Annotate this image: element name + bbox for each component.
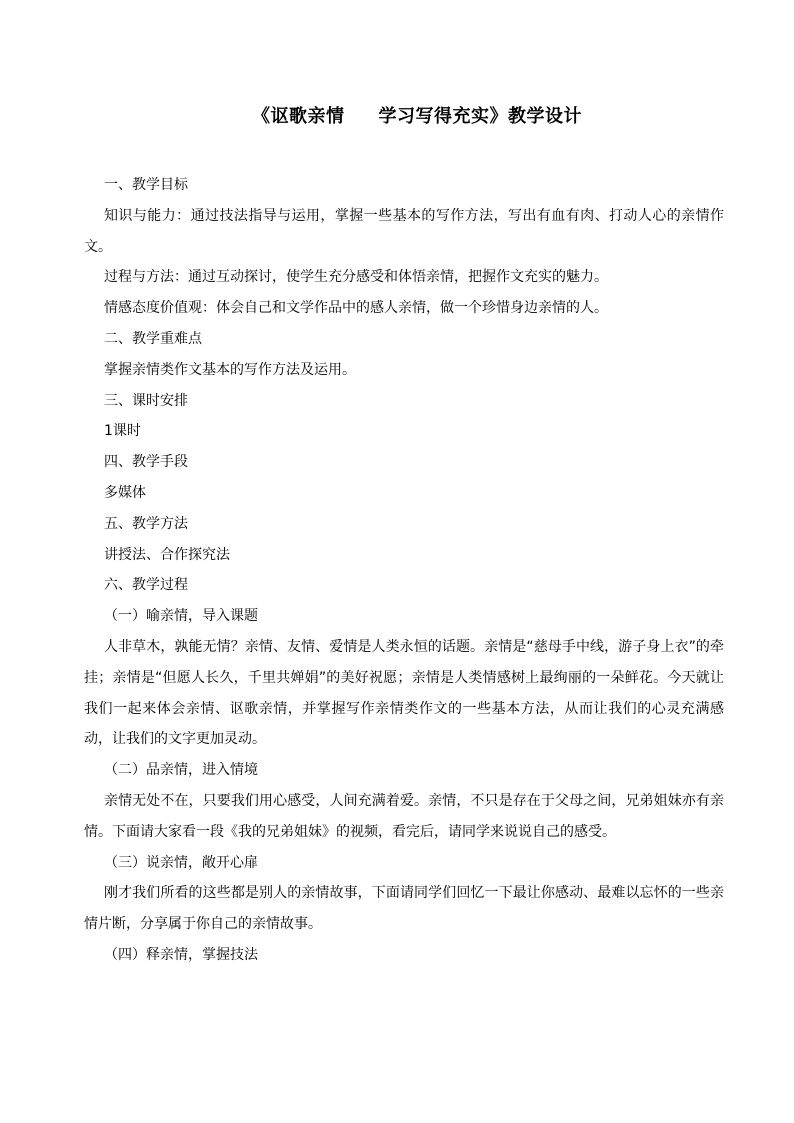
heading-class-hours: 三、课时安排	[104, 392, 188, 409]
teaching-means-text: 多媒体	[104, 484, 146, 501]
goal-knowledge-ability: 知识与能力：通过技法指导与运用，掌握一些基本的写作方法，写出有血有肉、打动人心的亲情作文。	[84, 207, 724, 255]
step-3-text: 刚才我们所看的这些都是别人的亲情故事，下面请同学们回忆一下最让你感动、最难以忘怀的一些亲情片断，分享属于你自己的亲情故事。	[84, 885, 724, 933]
heading-teaching-goals: 一、教学目标	[104, 177, 188, 193]
step-2-text: 亲情无处不在，只要我们用心感受，人间充满着爱。亲情，不只是存在于父母之间，兄弟姐妹亦有亲情。下面请大家看一段《我的兄弟姐妹》的视频，看完后，请同学来说说自己的感受。	[84, 792, 724, 840]
subheading-step-2: （二）品亲情，进入情境	[104, 762, 258, 779]
key-difficulties-text: 掌握亲情类作文基本的写作方法及运用。	[104, 361, 356, 378]
step-1-text: 人非草木，孰能无情？亲情、友情、爱情是人类永恒的话题。亲情是“慈母手中线，游子身上衣”的牵挂；亲情是“但愿人长久，千里共婵娟”的美好祝愿；亲情是人类情感树上最绚丽的一朵鲜花。今天就让我们一起来体会亲情、讴歌亲情，并掌握写作亲情类作文的一些基本方法，从而让我们的心灵充满感动，让我们的文字更加灵动。	[84, 638, 724, 748]
heading-key-difficulties: 二、教学重难点	[104, 330, 202, 347]
title-part-2: 学习写得充实》教学设计	[378, 106, 582, 127]
subheading-step-1: （一）喻亲情，导入课题	[104, 608, 258, 625]
heading-teaching-process: 六、教学过程	[104, 577, 188, 594]
class-hours-text: 1课时	[104, 423, 141, 440]
heading-teaching-methods: 五、教学方法	[104, 515, 188, 532]
goal-emotion-values: 情感态度价值观：体会自己和文学作品中的感人亲情，做一个珍惜身边亲情的人。	[104, 300, 608, 317]
goal-process-method: 过程与方法：通过互动探讨，使学生充分感受和体悟亲情，把握作文充实的魅力。	[104, 269, 608, 286]
teaching-methods-text: 讲授法、合作探究法	[104, 546, 230, 563]
title-part-1: 《讴歌亲情	[252, 106, 345, 127]
document-title	[0, 102, 794, 132]
document-body	[84, 170, 724, 971]
subheading-step-3: （三）说亲情，敞开心扉	[104, 854, 258, 871]
heading-teaching-means: 四、教学手段	[104, 454, 188, 471]
subheading-step-4: （四）释亲情，掌握技法	[104, 946, 258, 963]
